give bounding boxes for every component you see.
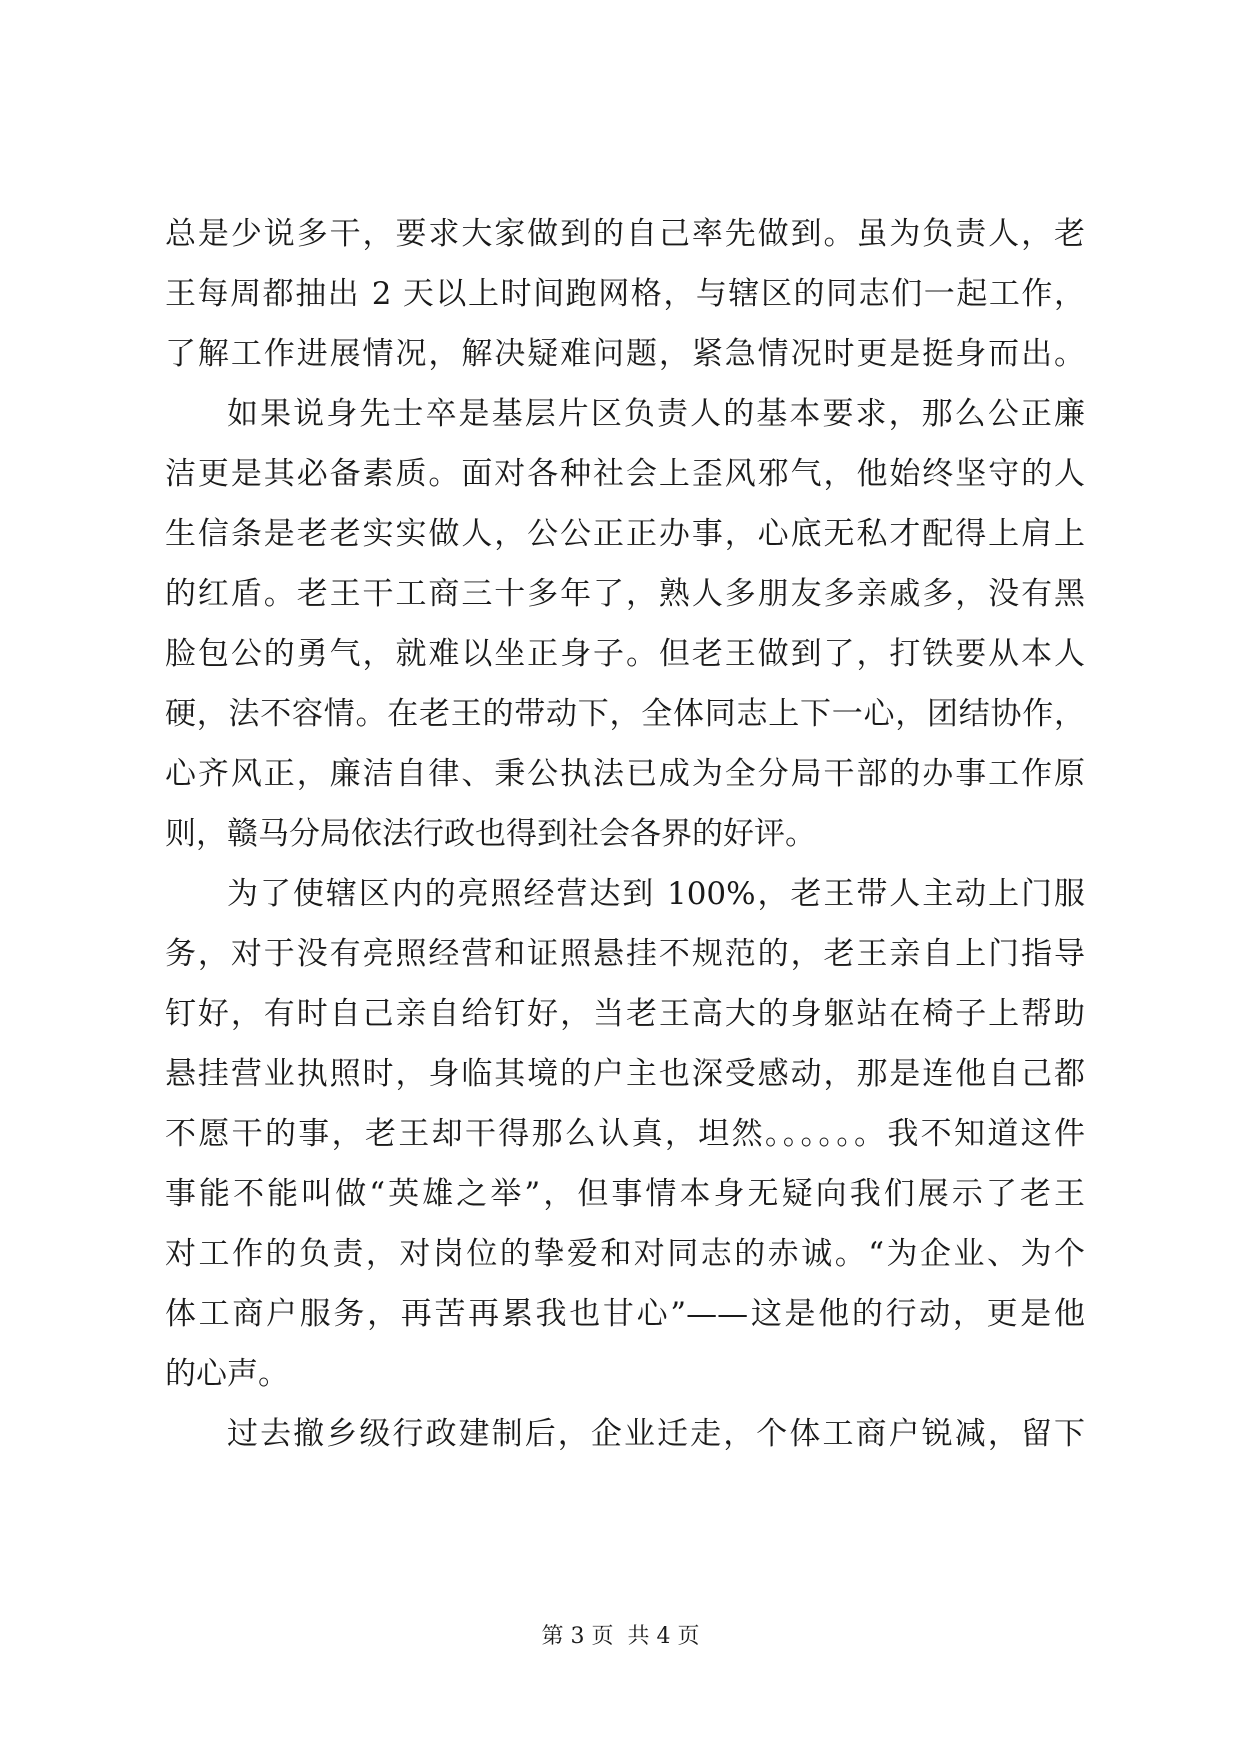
text-line: 脸包公的勇气，就难以坐正身子。但老王做到了，打铁要从本人 (165, 636, 1085, 672)
text-line: 了解工作进展情况，解决疑难问题，紧急情况时更是挺身而出。 (165, 336, 1085, 372)
text-line: 如果说身先士卒是基层片区负责人的基本要求，那么公正廉 (227, 396, 1085, 432)
text-line: 为了使辖区内的亮照经营达到 100%，老王带人主动上门服 (227, 876, 1085, 912)
body-text (165, 204, 1085, 1464)
text-line: 悬挂营业执照时，身临其境的户主也深受感动，那是连他自己都 (165, 1056, 1085, 1092)
text-line: 不愿干的事，老王却干得那么认真，坦然。。。。。。我不知道这件 (165, 1116, 1085, 1152)
text-line: 务，对于没有亮照经营和证照悬挂不规范的，老王亲自上门指导 (165, 936, 1085, 972)
text-line: 硬，法不容情。在老王的带动下，全体同志上下一心，团结协作， (165, 696, 1085, 732)
text-line: 过去撤乡级行政建制后，企业迁走，个体工商户锐减，留下 (227, 1416, 1085, 1452)
text-line: 对工作的负责，对岗位的挚爱和对同志的赤诚。“为企业、为个 (165, 1236, 1085, 1272)
text-line: 事能不能叫做“英雄之举”，但事情本身无疑向我们展示了老王 (165, 1176, 1085, 1212)
text-line: 王每周都抽出 2 天以上时间跑网格，与辖区的同志们一起工作， (165, 276, 1085, 312)
text-line: 则，赣马分局依法行政也得到社会各界的好评。 (165, 816, 816, 852)
text-line: 的红盾。老王干工商三十多年了，熟人多朋友多亲戚多，没有黑 (165, 576, 1085, 612)
text-line: 心齐风正，廉洁自律、秉公执法已成为全分局干部的办事工作原 (165, 756, 1085, 792)
text-line: 的心声。 (165, 1356, 289, 1392)
text-line: 生信条是老老实实做人，公公正正办事，心底无私才配得上肩上 (165, 516, 1085, 552)
text-line: 总是少说多干，要求大家做到的自己率先做到。虽为负责人，老 (165, 216, 1085, 252)
page-footer: 第 3 页 共 4 页 (541, 1624, 700, 1649)
text-line: 钉好，有时自己亲自给钉好，当老王高大的身躯站在椅子上帮助 (165, 996, 1085, 1032)
text-line: 洁更是其必备素质。面对各种社会上歪风邪气，他始终坚守的人 (165, 456, 1085, 492)
text-line: 体工商户服务，再苦再累我也甘心”——这是他的行动，更是他 (165, 1296, 1085, 1332)
